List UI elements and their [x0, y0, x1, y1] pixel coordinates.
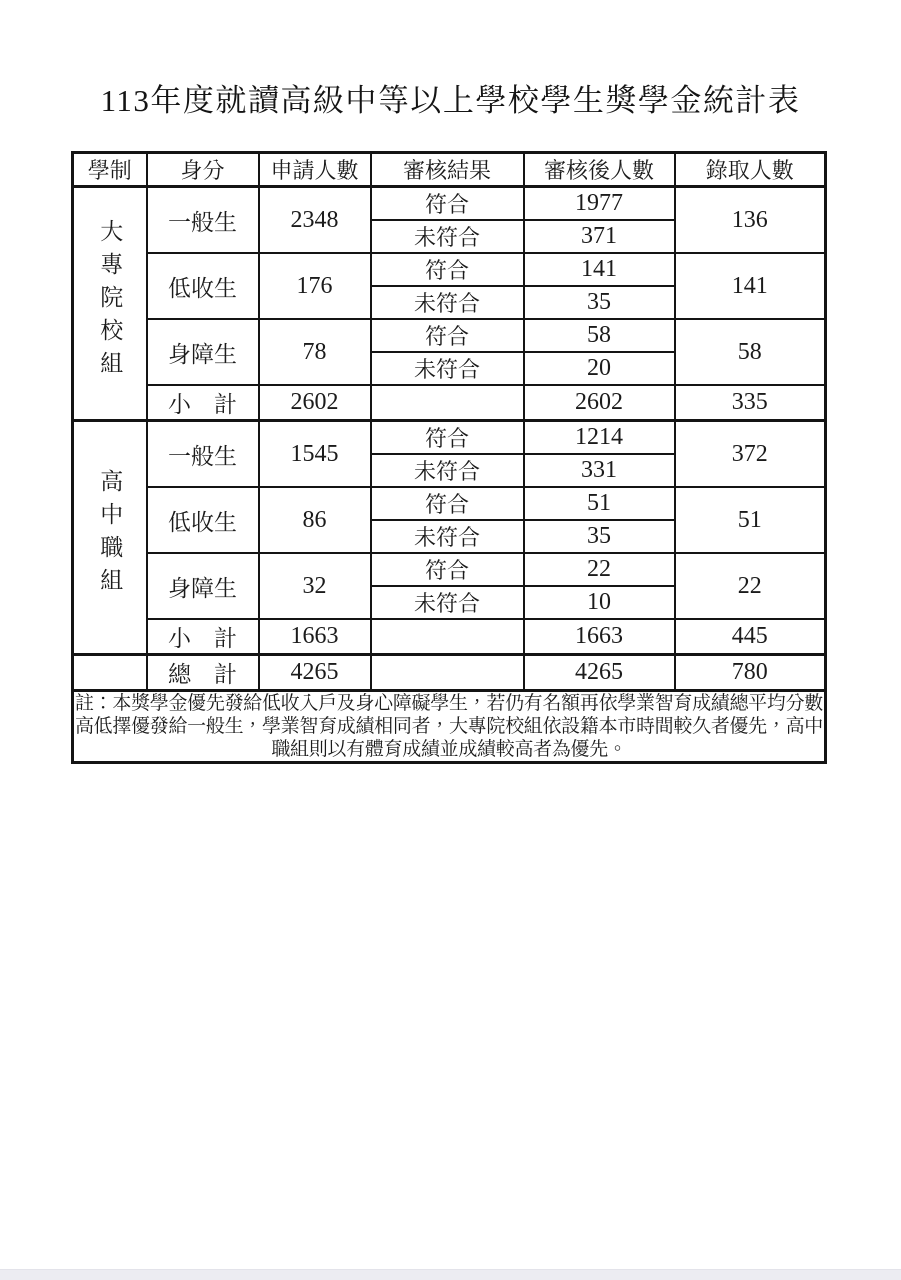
header-review-result: 審核結果	[371, 153, 524, 187]
review-pass-label-cell: 符合	[371, 553, 524, 586]
admitted-cell: 22	[675, 553, 826, 619]
admitted-cell: 51	[675, 487, 826, 553]
table-row	[73, 487, 826, 520]
grand-total-row	[73, 655, 826, 691]
page-title: 113年度就讀高級中等以上學校學生獎學金統計表	[100, 83, 801, 118]
fail-count-cell: 20	[524, 352, 675, 385]
subtotal-row	[73, 385, 826, 421]
total-review-empty-cell	[371, 655, 524, 691]
header-admitted: 錄取人數	[675, 153, 826, 187]
applicants-cell: 86	[259, 487, 371, 553]
fail-count-cell: 35	[524, 286, 675, 319]
header-row	[73, 153, 826, 187]
total-after-review-cell: 4265	[524, 655, 675, 691]
total-school-empty-cell	[73, 655, 147, 691]
review-pass-label-cell: 符合	[371, 253, 524, 286]
review-fail-label-cell: 未符合	[371, 520, 524, 553]
review-pass-label-cell: 符合	[371, 421, 524, 455]
subtotal-applicants-cell: 2602	[259, 385, 371, 421]
review-fail-label-cell: 未符合	[371, 352, 524, 385]
school-group-highschool-label: 高中職組	[97, 469, 123, 601]
fail-count-cell: 371	[524, 220, 675, 253]
table-row	[73, 187, 826, 221]
fail-count-cell: 35	[524, 520, 675, 553]
applicants-cell: 32	[259, 553, 371, 619]
subtotal-label-cell: 小 計	[147, 385, 259, 421]
total-applicants-cell: 4265	[259, 655, 371, 691]
subtotal-review-empty-cell	[371, 385, 524, 421]
admitted-cell: 372	[675, 421, 826, 488]
pass-count-cell: 1977	[524, 187, 675, 221]
review-pass-label-cell: 符合	[371, 187, 524, 221]
identity-cell: 低收生	[147, 487, 259, 553]
total-admitted-cell: 780	[675, 655, 826, 691]
header-identity: 身分	[147, 153, 259, 187]
subtotal-admitted-cell: 335	[675, 385, 826, 421]
pass-count-cell: 22	[524, 553, 675, 586]
review-pass-label-cell: 符合	[371, 319, 524, 352]
identity-cell: 身障生	[147, 319, 259, 385]
pass-count-cell: 58	[524, 319, 675, 352]
footnote-text: 註：本獎學金優先發給低收入戶及身心障礙學生，若仍有名額再依學業智育成績總平均分數高低擇優發給一般生，學業智育成績相同者，大專院校組依設籍本市時間較久者優先，高中職組則以有體育成績並成績較高者為優先。	[73, 691, 826, 763]
viewer-bottom-bar	[0, 1269, 901, 1280]
applicants-cell: 176	[259, 253, 371, 319]
review-fail-label-cell: 未符合	[371, 286, 524, 319]
review-pass-label-cell: 符合	[371, 487, 524, 520]
review-fail-label-cell: 未符合	[371, 586, 524, 619]
header-after-review: 審核後人數	[524, 153, 675, 187]
header-school-system: 學制	[73, 153, 147, 187]
fail-count-cell: 331	[524, 454, 675, 487]
subtotal-label-cell: 小 計	[147, 619, 259, 655]
pass-count-cell: 51	[524, 487, 675, 520]
subtotal-after-review-cell: 1663	[524, 619, 675, 655]
review-fail-label-cell: 未符合	[371, 220, 524, 253]
subtotal-applicants-cell: 1663	[259, 619, 371, 655]
scholarship-stats-table	[71, 151, 827, 764]
school-group-college-cell	[73, 187, 147, 421]
applicants-cell: 2348	[259, 187, 371, 254]
table-row	[73, 253, 826, 286]
identity-cell: 一般生	[147, 187, 259, 254]
table-row	[73, 319, 826, 352]
fail-count-cell: 10	[524, 586, 675, 619]
identity-cell: 低收生	[147, 253, 259, 319]
note-row	[73, 691, 826, 763]
admitted-cell: 58	[675, 319, 826, 385]
school-group-highschool-cell	[73, 421, 147, 655]
total-label-cell: 總 計	[147, 655, 259, 691]
table-row	[73, 553, 826, 586]
subtotal-review-empty-cell	[371, 619, 524, 655]
subtotal-row	[73, 619, 826, 655]
identity-cell: 一般生	[147, 421, 259, 488]
identity-cell: 身障生	[147, 553, 259, 619]
applicants-cell: 78	[259, 319, 371, 385]
admitted-cell: 141	[675, 253, 826, 319]
subtotal-admitted-cell: 445	[675, 619, 826, 655]
header-applicants: 申請人數	[259, 153, 371, 187]
pass-count-cell: 141	[524, 253, 675, 286]
subtotal-after-review-cell: 2602	[524, 385, 675, 421]
school-group-college-label: 大專院校組	[97, 218, 123, 384]
admitted-cell: 136	[675, 187, 826, 254]
pass-count-cell: 1214	[524, 421, 675, 455]
review-fail-label-cell: 未符合	[371, 454, 524, 487]
table-row	[73, 421, 826, 455]
applicants-cell: 1545	[259, 421, 371, 488]
